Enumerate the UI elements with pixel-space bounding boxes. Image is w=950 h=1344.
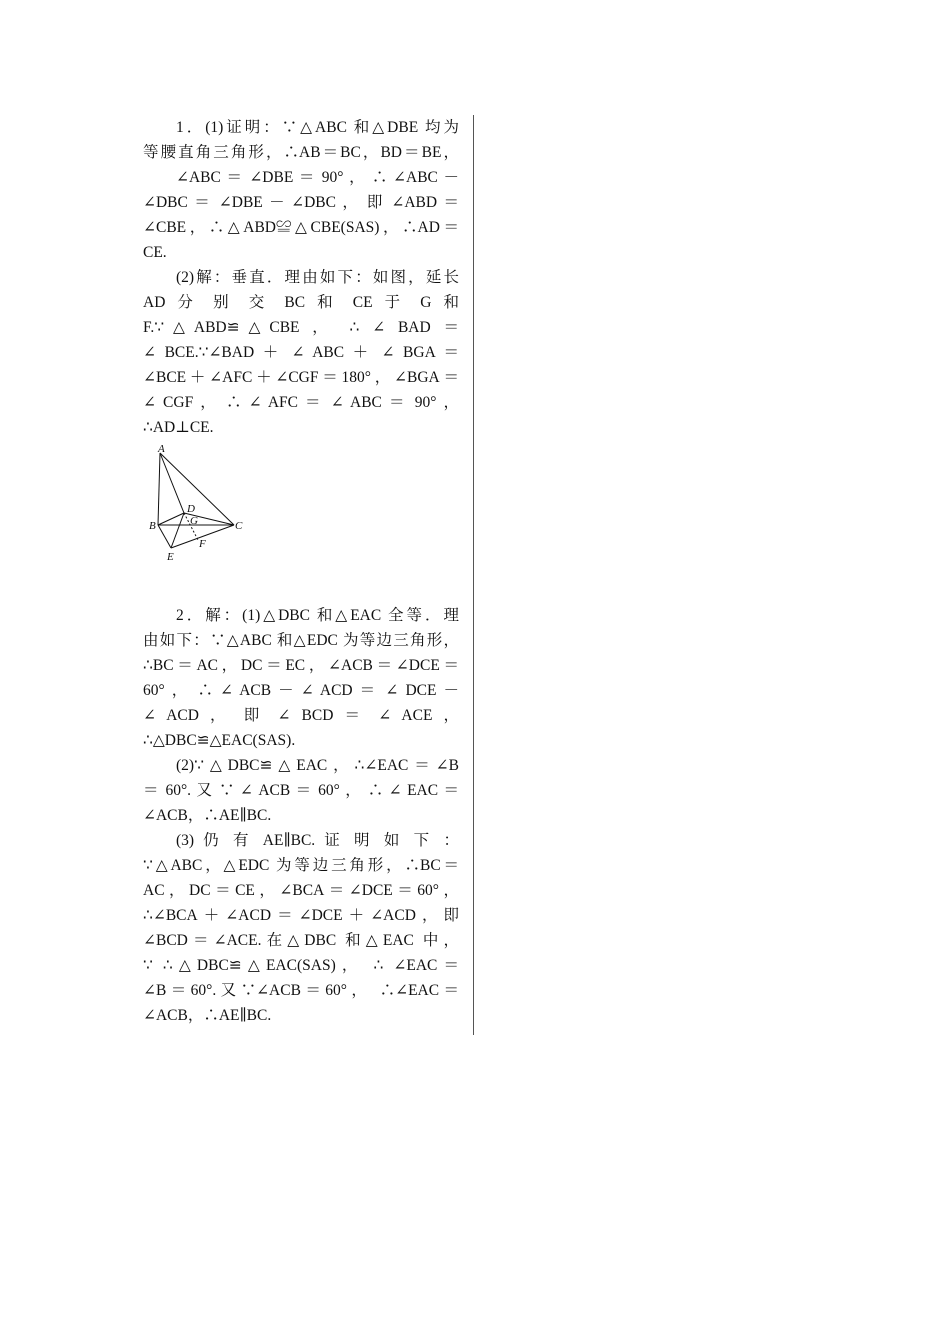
problem-2-line: ∠BCD＝∠ACE.在△DBC 和△EAC 中，	[143, 932, 459, 949]
problem-2-line: ∠ACB，∴AE∥BC.	[143, 1007, 272, 1024]
problem-2-line: ∵ ∴△DBC≌△EAC(SAS)， ∴ ∠EAC＝	[143, 957, 459, 974]
problem-1-line: ∠ CGF ， ∴ ∠ AFC ＝ ∠ ABC ＝ 90° ，	[143, 394, 459, 411]
segment-ad	[160, 453, 184, 513]
problem-2-line: ∴∠BCA＋∠ACD＝∠DCE＋∠ACD，即	[143, 907, 459, 924]
problem-2-line: AC，DC＝CE，∠BCA＝∠DCE＝60°，	[143, 882, 459, 899]
problem-1-line: (2)解：垂直．理由如下：如图，延长	[176, 269, 459, 286]
problem-1-line: ∠DBC ＝ ∠DBE － ∠DBC ， 即 ∠ABD ＝	[143, 194, 459, 211]
label-g: G	[190, 515, 198, 527]
problem-2-line: 60° ， ∴ ∠ ACB － ∠ ACD ＝ ∠ DCE －	[143, 682, 459, 699]
label-d: D	[187, 503, 195, 515]
column-divider	[473, 115, 474, 1035]
label-a: A	[158, 445, 165, 455]
geometry-figure	[146, 445, 256, 565]
problem-1-line: ∠ BCE.∵∠BAD ＋ ∠ ABC ＋ ∠ BGA ＝	[143, 344, 459, 361]
segment-ab	[158, 453, 160, 525]
problem-2-line: 2．解：(1)△DBC 和△EAC 全等．理	[176, 607, 459, 624]
problem-2-line: ∵△ABC，△EDC 为等边三角形，∴BC＝	[143, 857, 459, 874]
problem-2	[143, 603, 459, 1028]
problem-2-line: ＝ 60°. 又 ∵ ∠ ACB ＝ 60° ， ∴ ∠ EAC ＝	[143, 782, 459, 799]
problem-2-line: (2)∵△DBC≌△EAC，∴∠EAC＝∠B	[176, 757, 459, 774]
problem-1-line: AD 分 别 交 BC 和 CE 于 G 和	[143, 294, 459, 311]
problem-1-line: ∠ABC ＝ ∠DBE ＝ 90° ， ∴ ∠ABC －	[176, 169, 459, 186]
problem-2-line: ∠ ACD ， 即 ∠ BCD ＝ ∠ ACE ，	[143, 707, 459, 724]
problem-2-line: ∴△DBC≌△EAC(SAS).	[143, 732, 296, 749]
problem-1-line: ∠CBE，∴△ABD≌△CBE(SAS)，∴AD＝	[143, 219, 459, 236]
answer-column	[143, 115, 459, 1028]
problem-2-line: 由如下：∵△ABC 和△EDC 为等边三角形，	[143, 632, 459, 649]
segment-be	[158, 525, 171, 548]
problem-1-line: ∠BCE＋∠AFC＋∠CGF＝180°，∠BGA＝	[143, 369, 459, 386]
problem-1	[143, 115, 459, 440]
problem-1-line: 等腰直角三角形，∴AB＝BC，BD＝BE，	[143, 144, 459, 161]
problem-1-line: F.∵△ABD≌△CBE ， ∴ ∠ BAD ＝	[143, 319, 459, 336]
label-e: E	[167, 551, 174, 563]
problem-2-line: ∠ACB，∴AE∥BC.	[143, 807, 272, 824]
label-c: C	[235, 520, 243, 532]
label-b: B	[149, 520, 156, 532]
problem-2-line: ∴BC＝AC，DC＝EC，∠ACB＝∠DCE＝	[143, 657, 459, 674]
problem-1-line: CE.	[143, 244, 167, 261]
problem-2-line: (3) 仍 有 AE∥BC. 证 明 如 下 ：	[176, 832, 459, 849]
problem-2-line: ∠B＝60°.又∵∠ACB＝60°， ∴∠EAC＝	[143, 982, 459, 999]
problem-1-line: ∴AD⊥CE.	[143, 419, 214, 436]
problem-1-line: 1．(1)证明：∵△ABC 和△DBE 均为	[176, 119, 459, 136]
label-f: F	[199, 538, 206, 550]
